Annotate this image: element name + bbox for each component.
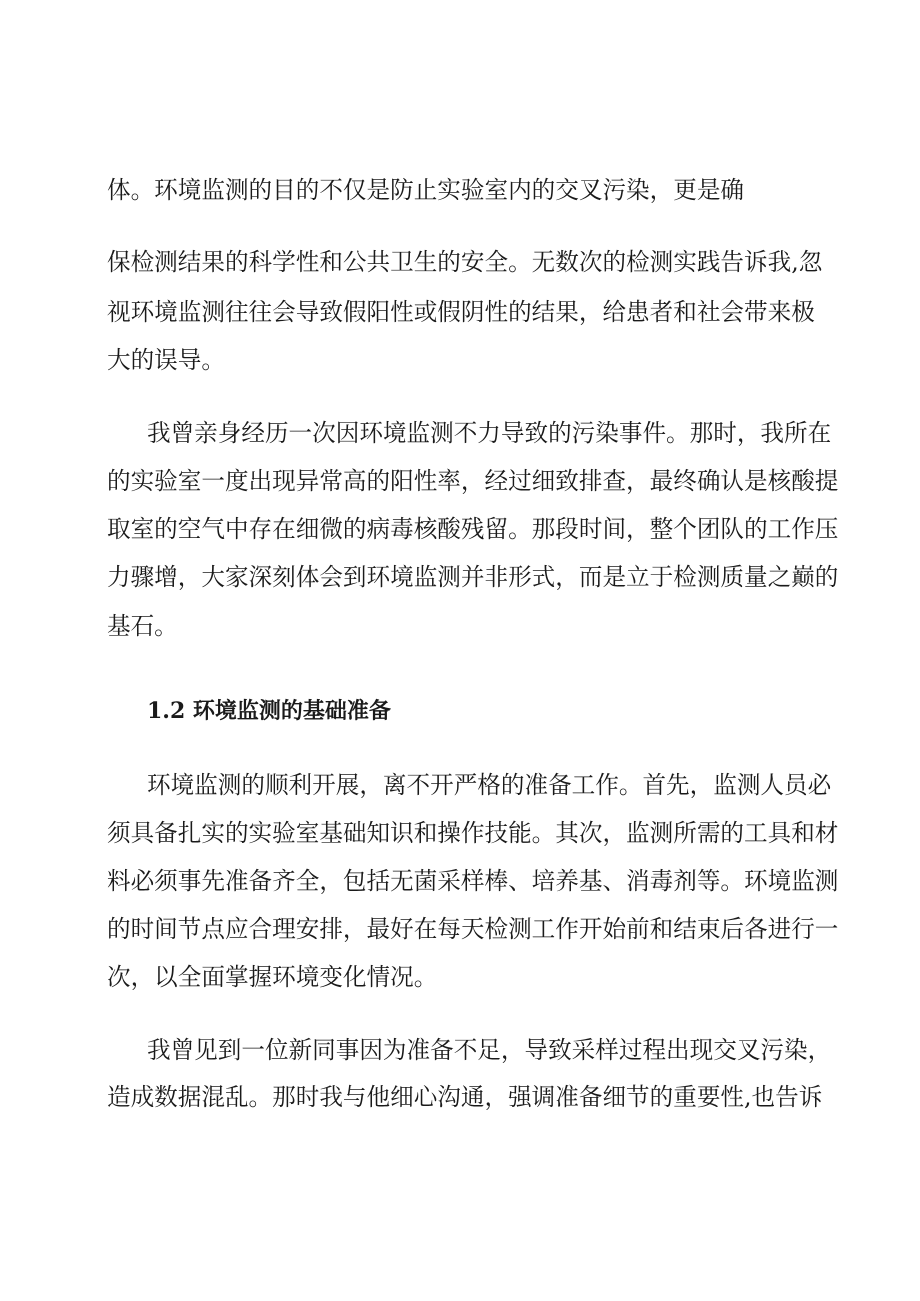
text-line: 视环境监测往往会导致假阳性或假阴性的结果，给患者和社会带来极	[107, 298, 815, 326]
text-line: 须具备扎实的实验室基础知识和操作技能。其次，监测所需的工具和材	[107, 819, 839, 847]
text-line: 的时间节点应合理安排，最好在每天检测工作开始前和结束后各进行一	[107, 915, 839, 943]
text-line: 环境监测的顺利开展，离不开严格的准备工作。首先，监测人员必	[147, 771, 832, 799]
text-line: 次，以全面掌握环境变化情况。	[107, 963, 438, 991]
text-line: 保检测结果的科学性和公共卫生的安全。无数次的检测实践告诉我,忽	[107, 248, 823, 276]
text-line: 我曾见到一位新同事因为准备不足，导致采样过程出现交叉污染，	[147, 1036, 832, 1064]
text-line: 基石。	[107, 612, 178, 640]
text-line: 我曾亲身经历一次因环境监测不力导致的污染事件。那时，我所在	[147, 419, 832, 447]
text-line: 大的误导。	[107, 346, 225, 374]
text-line: 体。环境监测的目的不仅是防止实验室内的交叉污染，更是确	[107, 176, 745, 204]
text-line: 取室的空气中存在细微的病毒核酸残留。那段时间，整个团队的工作压	[107, 515, 839, 543]
text-line: 力骤增，大家深刻体会到环境监测并非形式，而是立于检测质量之巅的	[107, 563, 839, 591]
text-line: 料必须事先准备齐全，包括无菌采样棒、培养基、消毒剂等。环境监测	[107, 867, 839, 895]
section-heading: 1.2 环境监测的基础准备	[147, 698, 391, 724]
text-line: 的实验室一度出现异常高的阳性率，经过细致排查，最终确认是核酸提	[107, 467, 839, 495]
text-line: 造成数据混乱。那时我与他细心沟通，强调准备细节的重要性,也告诉	[107, 1083, 823, 1111]
